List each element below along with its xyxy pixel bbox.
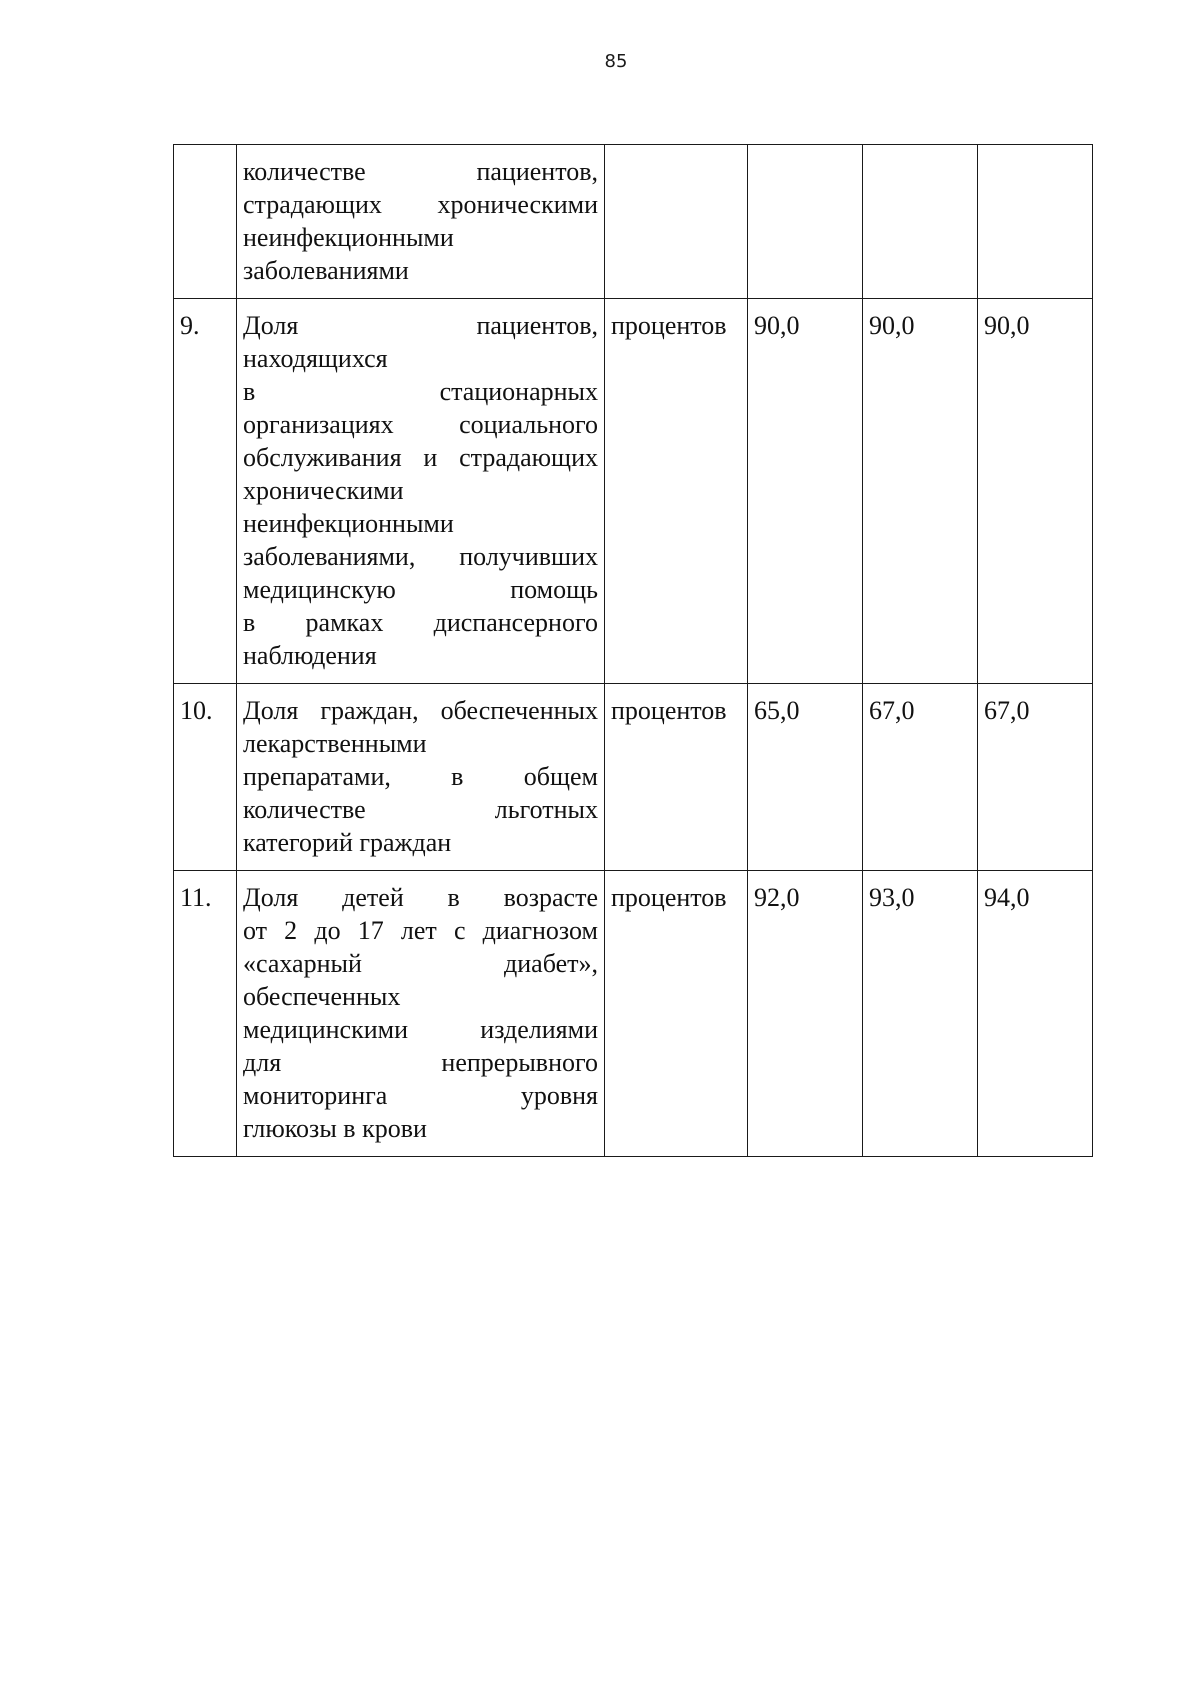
unit-cell: процентов — [605, 871, 748, 1157]
table-row — [174, 871, 1093, 1157]
unit-cell: процентов — [605, 299, 748, 684]
table-row — [174, 684, 1093, 871]
indicator-name-line: неинфекционными — [243, 509, 454, 538]
table-row — [174, 145, 1093, 299]
indicator-name-line: наблюдения — [243, 641, 377, 670]
indicator-name-line: медицинскую помощь — [243, 575, 598, 604]
indicator-name-line: находящихся — [243, 344, 388, 373]
indicators-table — [173, 144, 1093, 1157]
value-cell-1: 92,0 — [748, 871, 863, 1157]
indicator-name-line: организациях социального — [243, 410, 598, 439]
row-number-cell: 10. — [174, 684, 237, 871]
indicator-name-line: категорий граждан — [243, 828, 452, 857]
indicator-name-line: Доля граждан, обеспеченных — [243, 696, 598, 725]
unit-cell — [605, 145, 748, 299]
indicator-name-line: глюкозы в крови — [243, 1114, 427, 1143]
value-cell-3: 67,0 — [978, 684, 1093, 871]
value-cell-1: 65,0 — [748, 684, 863, 871]
indicator-name-line: для непрерывного — [243, 1048, 598, 1077]
value-cell-3: 90,0 — [978, 299, 1093, 684]
indicator-name-line: медицинскими изделиями — [243, 1015, 598, 1044]
row-number-cell — [174, 145, 237, 299]
indicator-name-line: обслуживания и страдающих — [243, 443, 598, 472]
row-number-cell: 9. — [174, 299, 237, 684]
value-cell-3 — [978, 145, 1093, 299]
indicator-name-line: неинфекционными — [243, 223, 454, 252]
value-cell-2: 93,0 — [863, 871, 978, 1157]
row-number-cell: 11. — [174, 871, 237, 1157]
indicator-name-line: страдающих хроническими — [243, 190, 598, 219]
value-cell-2 — [863, 145, 978, 299]
page-number: 85 — [604, 51, 628, 72]
indicator-name-line: количестве пациентов, — [243, 157, 598, 186]
value-cell-1: 90,0 — [748, 299, 863, 684]
indicator-name-line: заболеваниями — [243, 256, 409, 285]
indicator-name-cell — [237, 145, 605, 299]
unit-cell: процентов — [605, 684, 748, 871]
indicator-name-cell — [237, 871, 605, 1157]
table-row — [174, 299, 1093, 684]
value-cell-2: 90,0 — [863, 299, 978, 684]
indicator-name-line: лекарственными — [243, 729, 427, 758]
indicator-name-line: препаратами, в общем — [243, 762, 598, 791]
indicator-name-line: «сахарный диабет», — [243, 949, 598, 978]
indicator-name-line: в рамках диспансерного — [243, 608, 598, 637]
indicator-name-line: заболеваниями, получивших — [243, 542, 598, 571]
indicator-name-line: обеспеченных — [243, 982, 401, 1011]
value-cell-1 — [748, 145, 863, 299]
indicator-name-line: хроническими — [243, 476, 404, 505]
value-cell-3: 94,0 — [978, 871, 1093, 1157]
indicator-name-cell — [237, 684, 605, 871]
indicator-name-line: количестве льготных — [243, 795, 598, 824]
indicator-name-line: Доля детей в возрасте — [243, 883, 598, 912]
value-cell-2: 67,0 — [863, 684, 978, 871]
indicator-name-line: в стационарных — [243, 377, 598, 406]
indicator-name-cell — [237, 299, 605, 684]
indicator-name-line: Доля пациентов, — [243, 311, 598, 340]
indicator-name-line: от 2 до 17 лет с диагнозом — [243, 916, 598, 945]
indicator-name-line: мониторинга уровня — [243, 1081, 598, 1110]
